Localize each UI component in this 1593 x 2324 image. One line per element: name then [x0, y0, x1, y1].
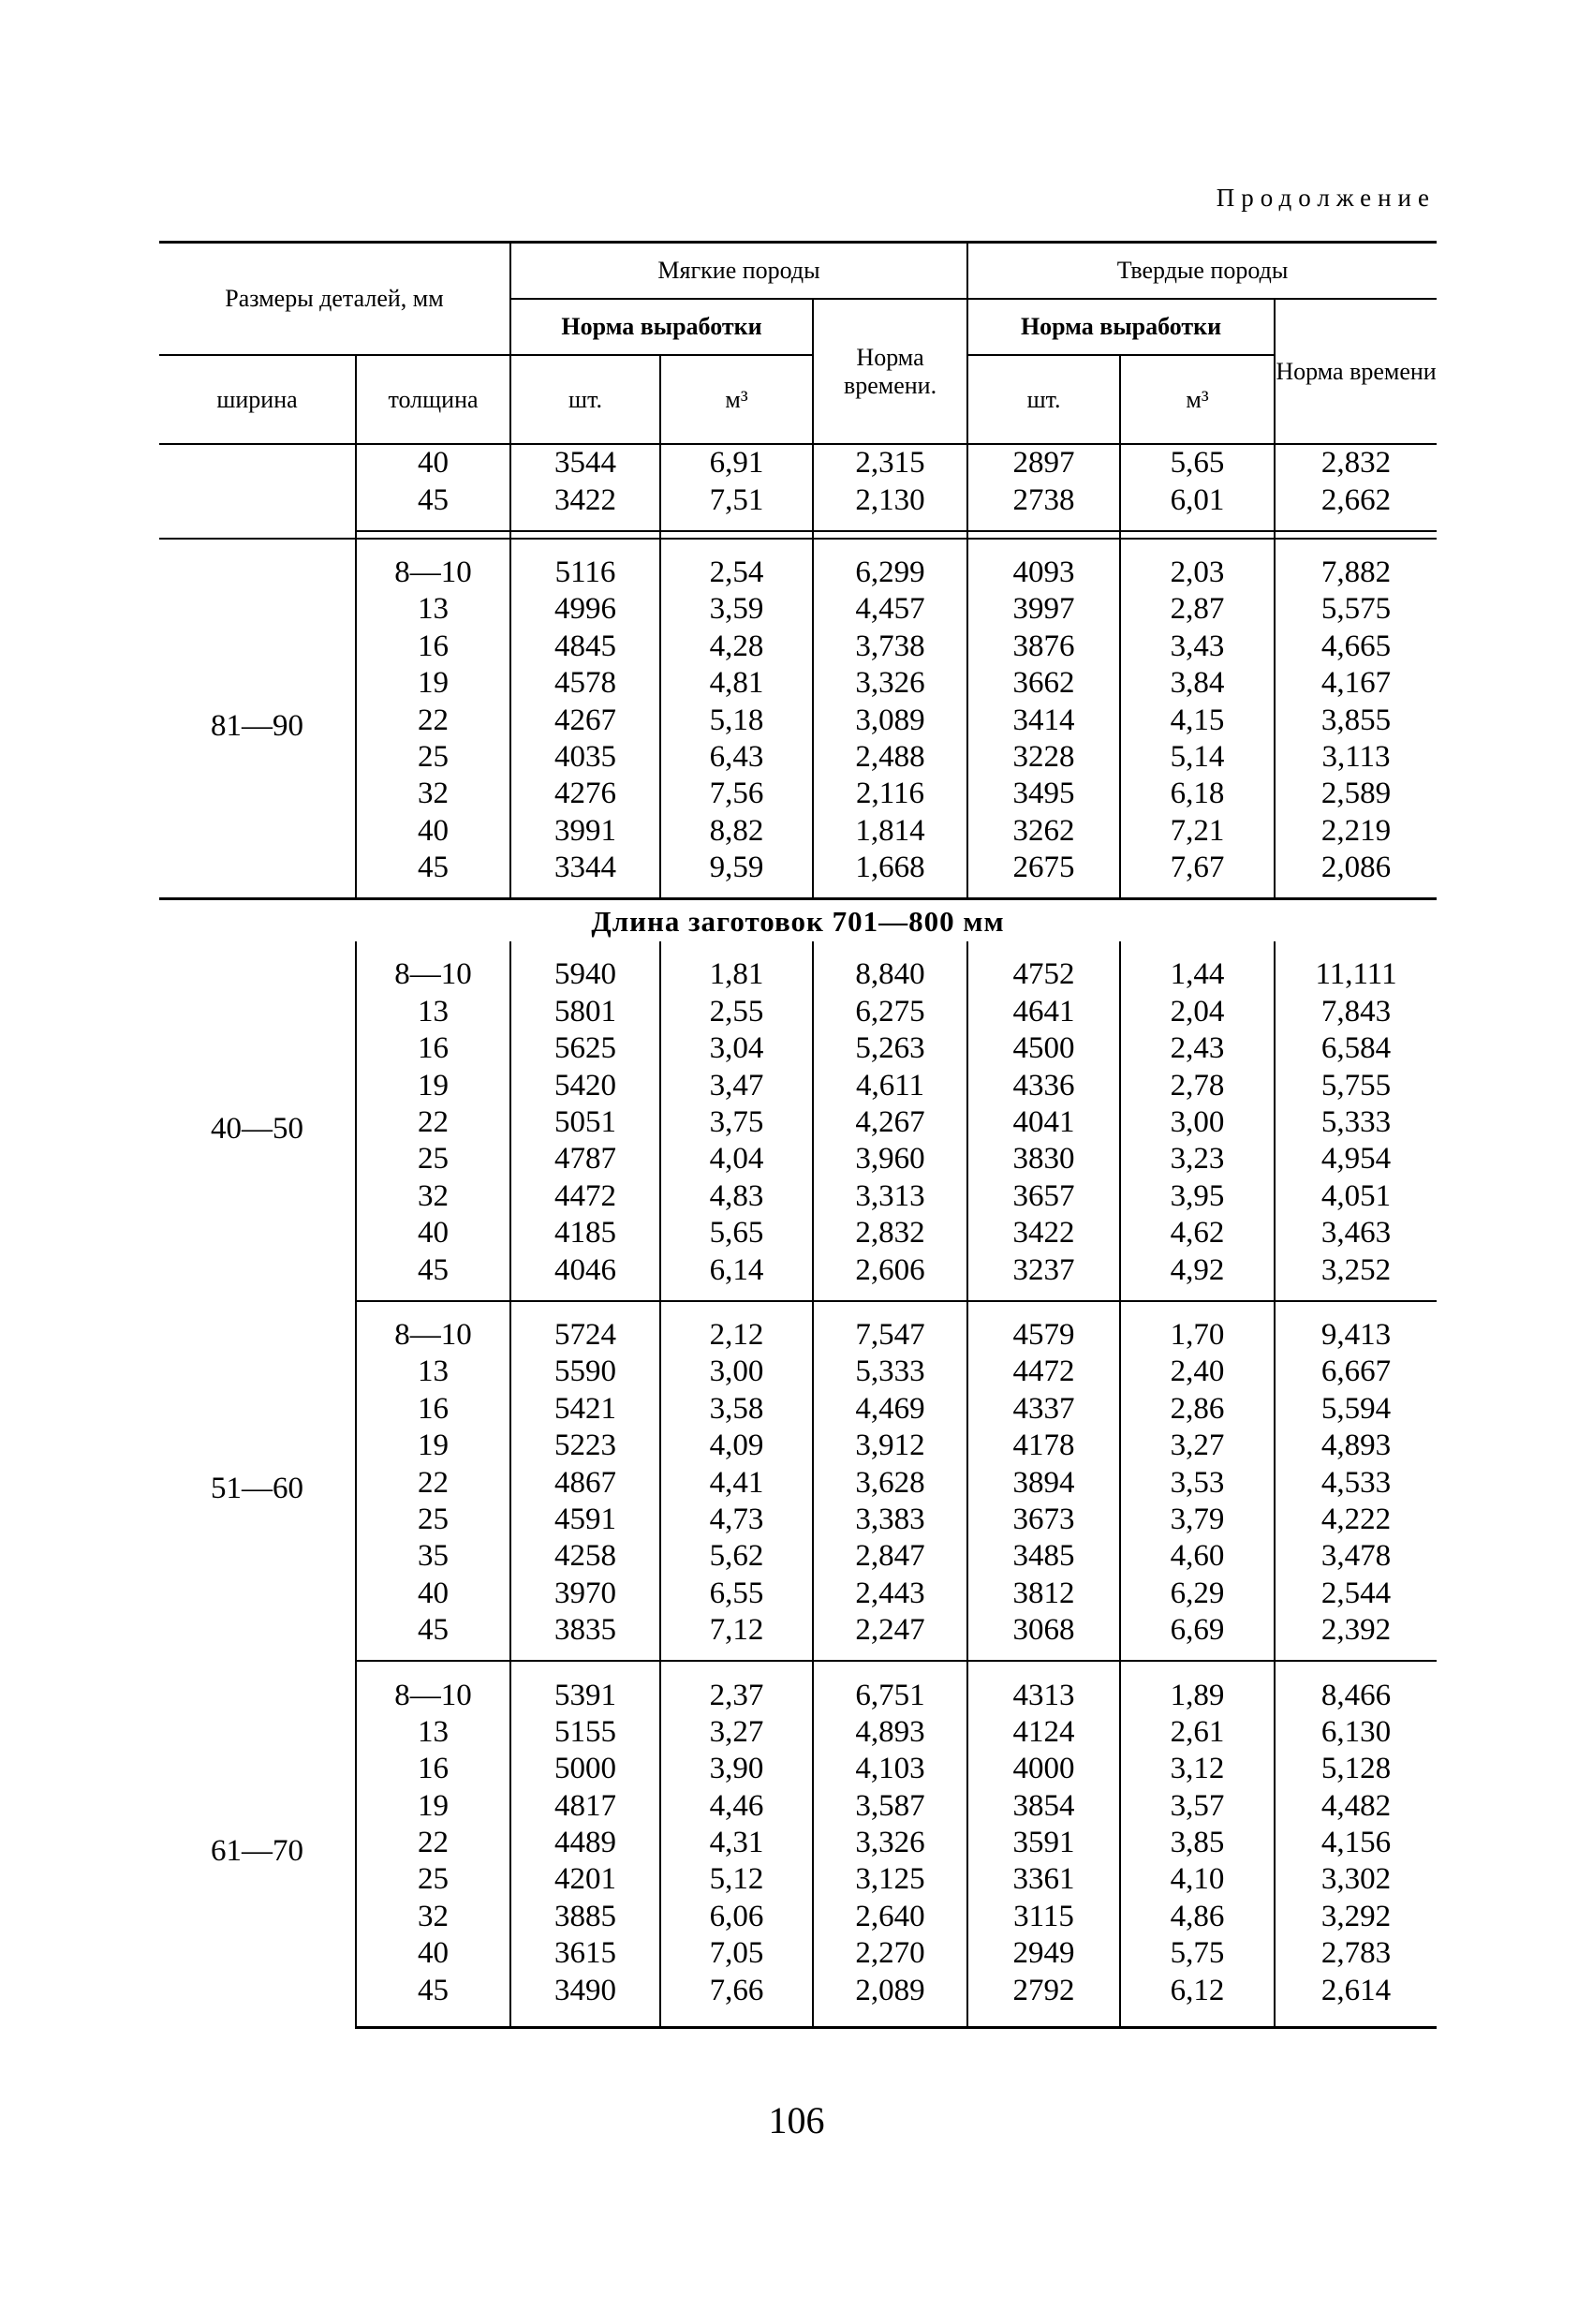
soft-time-cell: 3,326 [813, 1825, 967, 1861]
hard-time-cell: 4,665 [1275, 629, 1437, 665]
hard-time-cell: 2,392 [1275, 1612, 1437, 1661]
soft-m3-cell: 5,62 [660, 1538, 813, 1575]
hard-pcs-cell: 4336 [967, 1067, 1120, 1103]
hard-pcs-cell: 2949 [967, 1935, 1120, 1972]
hard-pcs-cell: 4752 [967, 941, 1120, 993]
width-cell: 51—60 [211, 1471, 303, 1505]
soft-time-cell: 2,640 [813, 1899, 967, 1935]
hard-m3-cell: 4,10 [1120, 1861, 1275, 1898]
soft-m3-cell: 4,83 [660, 1178, 813, 1215]
hard-time-cell: 4,222 [1275, 1502, 1437, 1538]
soft-time-cell: 3,960 [813, 1141, 967, 1177]
soft-pcs-cell: 4845 [510, 629, 660, 665]
hard-m3-cell: 4,62 [1120, 1215, 1275, 1251]
soft-time-cell: 3,587 [813, 1788, 967, 1825]
soft-m3-cell: 2,55 [660, 994, 813, 1030]
thickness-cell: 45 [356, 1612, 510, 1661]
soft-m3-cell: 6,06 [660, 1899, 813, 1935]
soft-time-cell: 4,611 [813, 1067, 967, 1103]
width-cell [159, 444, 356, 531]
hard-time-cell: 4,167 [1275, 665, 1437, 702]
thickness-cell: 13 [356, 1354, 510, 1390]
hard-time-cell: 2,783 [1275, 1935, 1437, 1972]
thickness-cell: 19 [356, 1428, 510, 1464]
table-header [159, 243, 1437, 445]
soft-time-cell: 3,628 [813, 1464, 967, 1501]
soft-time-cell: 4,469 [813, 1391, 967, 1428]
soft-m3-cell: 2,37 [660, 1661, 813, 1713]
soft-m3-cell: 4,46 [660, 1788, 813, 1825]
hard-m3-cell: 3,57 [1120, 1788, 1275, 1825]
thickness-cell: 40 [356, 1935, 510, 1972]
hard-pcs-cell: 3228 [967, 739, 1120, 776]
production-norms-table [159, 241, 1437, 2029]
hard-time-cell: 3,302 [1275, 1861, 1437, 1898]
soft-pcs-cell: 5223 [510, 1428, 660, 1464]
soft-m3-cell: 3,04 [660, 1030, 813, 1067]
header-hard-time-norm: Норма времени [1275, 299, 1437, 444]
hard-pcs-cell: 3591 [967, 1825, 1120, 1861]
hard-pcs-cell: 3422 [967, 1215, 1120, 1251]
soft-time-cell: 3,089 [813, 702, 967, 738]
hard-m3-cell: 2,86 [1120, 1391, 1275, 1428]
hard-m3-cell: 7,67 [1120, 850, 1275, 899]
hard-time-cell: 6,130 [1275, 1714, 1437, 1751]
soft-time-cell: 2,089 [813, 1972, 967, 2027]
hard-time-cell: 4,051 [1275, 1178, 1437, 1215]
hard-time-cell: 3,252 [1275, 1251, 1437, 1300]
soft-pcs-cell: 5940 [510, 941, 660, 993]
hard-m3-cell: 2,61 [1120, 1714, 1275, 1751]
hard-time-cell: 3,292 [1275, 1899, 1437, 1935]
header-hard-pcs: шт. [967, 355, 1120, 444]
soft-pcs-cell: 5590 [510, 1354, 660, 1390]
thickness-cell: 19 [356, 1788, 510, 1825]
header-dimensions: Размеры деталей, мм [159, 243, 510, 356]
table-body [159, 444, 1437, 2027]
hard-time-cell: 4,954 [1275, 1141, 1437, 1177]
soft-time-cell: 4,893 [813, 1714, 967, 1751]
soft-m3-cell: 9,59 [660, 850, 813, 899]
thickness-cell: 25 [356, 1861, 510, 1898]
thickness-cell: 32 [356, 1899, 510, 1935]
soft-pcs-cell: 5625 [510, 1030, 660, 1067]
soft-m3-cell: 5,12 [660, 1861, 813, 1898]
hard-pcs-cell: 2897 [967, 444, 1120, 481]
section-title: Длина заготовок 701—800 мм [159, 899, 1437, 942]
soft-pcs-cell: 4185 [510, 1215, 660, 1251]
thickness-cell: 22 [356, 1825, 510, 1861]
soft-time-cell: 8,840 [813, 941, 967, 993]
soft-pcs-cell: 5051 [510, 1104, 660, 1141]
thickness-cell: 22 [356, 1464, 510, 1501]
hard-pcs-cell: 2738 [967, 481, 1120, 530]
hard-pcs-cell: 4579 [967, 1301, 1120, 1354]
hard-m3-cell: 4,15 [1120, 702, 1275, 738]
hard-time-cell: 3,113 [1275, 739, 1437, 776]
hard-m3-cell: 3,43 [1120, 629, 1275, 665]
hard-m3-cell: 1,89 [1120, 1661, 1275, 1713]
soft-pcs-cell: 4046 [510, 1251, 660, 1300]
soft-pcs-cell: 4996 [510, 591, 660, 628]
soft-time-cell: 3,326 [813, 665, 967, 702]
header-hard-m3: м³ [1120, 355, 1275, 444]
hard-m3-cell: 4,86 [1120, 1899, 1275, 1935]
hard-m3-cell: 6,01 [1120, 481, 1275, 530]
hard-time-cell: 5,575 [1275, 591, 1437, 628]
hard-pcs-cell: 4124 [967, 1714, 1120, 1751]
soft-pcs-cell: 4787 [510, 1141, 660, 1177]
soft-pcs-cell: 5000 [510, 1751, 660, 1787]
hard-time-cell: 2,544 [1275, 1576, 1437, 1612]
soft-m3-cell: 3,27 [660, 1714, 813, 1751]
thickness-cell: 25 [356, 739, 510, 776]
thickness-cell: 8—10 [356, 1301, 510, 1354]
soft-time-cell: 2,130 [813, 481, 967, 530]
hard-m3-cell: 6,69 [1120, 1612, 1275, 1661]
soft-pcs-cell: 4578 [510, 665, 660, 702]
soft-time-cell: 6,275 [813, 994, 967, 1030]
hard-pcs-cell: 4041 [967, 1104, 1120, 1141]
soft-m3-cell: 2,12 [660, 1301, 813, 1354]
table-row [159, 1661, 1437, 1713]
hard-time-cell: 2,832 [1275, 444, 1437, 481]
thickness-cell: 40 [356, 813, 510, 850]
hard-pcs-cell: 4313 [967, 1661, 1120, 1713]
thickness-cell: 8—10 [356, 941, 510, 993]
hard-pcs-cell: 4472 [967, 1354, 1120, 1390]
hard-m3-cell: 2,40 [1120, 1354, 1275, 1390]
hard-time-cell: 11,111 [1275, 941, 1437, 993]
soft-time-cell: 2,847 [813, 1538, 967, 1575]
soft-m3-cell: 7,12 [660, 1612, 813, 1661]
hard-m3-cell: 2,04 [1120, 994, 1275, 1030]
soft-pcs-cell: 3970 [510, 1576, 660, 1612]
hard-pcs-cell: 4178 [967, 1428, 1120, 1464]
thickness-cell: 45 [356, 850, 510, 899]
thickness-cell: 40 [356, 1215, 510, 1251]
soft-m3-cell: 6,55 [660, 1576, 813, 1612]
hard-m3-cell: 6,29 [1120, 1576, 1275, 1612]
thickness-cell: 16 [356, 1751, 510, 1787]
soft-time-cell: 3,125 [813, 1861, 967, 1898]
header-thickness: толщина [356, 355, 510, 444]
hard-time-cell: 5,333 [1275, 1104, 1437, 1141]
hard-m3-cell: 3,12 [1120, 1751, 1275, 1787]
soft-pcs-cell: 3344 [510, 850, 660, 899]
hard-time-cell: 3,478 [1275, 1538, 1437, 1575]
hard-m3-cell: 3,95 [1120, 1178, 1275, 1215]
hard-pcs-cell: 3830 [967, 1141, 1120, 1177]
soft-time-cell: 3,383 [813, 1502, 967, 1538]
hard-pcs-cell: 3414 [967, 702, 1120, 738]
soft-pcs-cell: 4817 [510, 1788, 660, 1825]
header-width: ширина [159, 355, 356, 444]
group-divider [159, 531, 1437, 539]
table-row [159, 1301, 1437, 1354]
soft-m3-cell: 6,14 [660, 1251, 813, 1300]
hard-time-cell: 6,667 [1275, 1354, 1437, 1390]
soft-m3-cell: 3,00 [660, 1354, 813, 1390]
hard-time-cell: 7,882 [1275, 539, 1437, 591]
soft-m3-cell: 3,59 [660, 591, 813, 628]
soft-pcs-cell: 4258 [510, 1538, 660, 1575]
soft-m3-cell: 3,58 [660, 1391, 813, 1428]
hard-time-cell: 4,533 [1275, 1464, 1437, 1501]
soft-m3-cell: 4,28 [660, 629, 813, 665]
soft-time-cell: 2,270 [813, 1935, 967, 1972]
soft-m3-cell: 4,81 [660, 665, 813, 702]
soft-pcs-cell: 4035 [510, 739, 660, 776]
hard-time-cell: 9,413 [1275, 1301, 1437, 1354]
soft-time-cell: 1,668 [813, 850, 967, 899]
width-cell: 40—50 [211, 1111, 303, 1146]
hard-pcs-cell: 3361 [967, 1861, 1120, 1898]
hard-time-cell: 7,843 [1275, 994, 1437, 1030]
hard-m3-cell: 6,18 [1120, 776, 1275, 812]
hard-m3-cell: 5,75 [1120, 1935, 1275, 1972]
thickness-cell: 45 [356, 1972, 510, 2027]
hard-pcs-cell: 2792 [967, 1972, 1120, 2027]
hard-pcs-cell: 3876 [967, 629, 1120, 665]
soft-time-cell: 5,263 [813, 1030, 967, 1067]
soft-m3-cell: 5,18 [660, 702, 813, 738]
page-number: 106 [768, 2099, 825, 2141]
header-hard-wood: Твердые породы [967, 243, 1437, 300]
soft-time-cell: 2,315 [813, 444, 967, 481]
hard-m3-cell: 2,78 [1120, 1067, 1275, 1103]
hard-time-cell: 2,662 [1275, 481, 1437, 530]
hard-pcs-cell: 3673 [967, 1502, 1120, 1538]
soft-time-cell: 5,333 [813, 1354, 967, 1390]
soft-time-cell: 2,832 [813, 1215, 967, 1251]
table-row [159, 539, 1437, 591]
soft-m3-cell: 4,04 [660, 1141, 813, 1177]
continuation-label: Продолжение [1216, 184, 1436, 212]
hard-m3-cell: 5,65 [1120, 444, 1275, 481]
soft-pcs-cell: 4201 [510, 1861, 660, 1898]
table-row [159, 941, 1437, 993]
soft-pcs-cell: 3885 [510, 1899, 660, 1935]
thickness-cell: 8—10 [356, 1661, 510, 1713]
hard-pcs-cell: 3115 [967, 1899, 1120, 1935]
hard-pcs-cell: 3894 [967, 1464, 1120, 1501]
thickness-cell: 32 [356, 1178, 510, 1215]
soft-pcs-cell: 5724 [510, 1301, 660, 1354]
hard-m3-cell: 1,70 [1120, 1301, 1275, 1354]
soft-m3-cell: 6,43 [660, 739, 813, 776]
soft-pcs-cell: 5116 [510, 539, 660, 591]
hard-m3-cell: 4,92 [1120, 1251, 1275, 1300]
thickness-cell: 25 [356, 1502, 510, 1538]
soft-time-cell: 3,313 [813, 1178, 967, 1215]
soft-m3-cell: 4,31 [660, 1825, 813, 1861]
hard-m3-cell: 1,44 [1120, 941, 1275, 993]
hard-pcs-cell: 2675 [967, 850, 1120, 899]
hard-time-cell: 3,855 [1275, 702, 1437, 738]
soft-pcs-cell: 3544 [510, 444, 660, 481]
soft-time-cell: 2,247 [813, 1612, 967, 1661]
soft-m3-cell: 7,66 [660, 1972, 813, 2027]
hard-pcs-cell: 3812 [967, 1576, 1120, 1612]
soft-time-cell: 6,751 [813, 1661, 967, 1713]
thickness-cell: 16 [356, 629, 510, 665]
hard-time-cell: 2,086 [1275, 850, 1437, 899]
soft-m3-cell: 6,91 [660, 444, 813, 481]
hard-pcs-cell: 3262 [967, 813, 1120, 850]
hard-time-cell: 5,594 [1275, 1391, 1437, 1428]
soft-m3-cell: 2,54 [660, 539, 813, 591]
hard-pcs-cell: 4000 [967, 1751, 1120, 1787]
hard-time-cell: 2,614 [1275, 1972, 1437, 2027]
hard-pcs-cell: 3068 [967, 1612, 1120, 1661]
soft-m3-cell: 3,75 [660, 1104, 813, 1141]
hard-m3-cell: 4,60 [1120, 1538, 1275, 1575]
soft-time-cell: 7,547 [813, 1301, 967, 1354]
hard-m3-cell: 3,84 [1120, 665, 1275, 702]
hard-m3-cell: 5,14 [1120, 739, 1275, 776]
soft-time-cell: 1,814 [813, 813, 967, 850]
thickness-cell: 45 [356, 481, 510, 530]
hard-time-cell: 6,584 [1275, 1030, 1437, 1067]
soft-m3-cell: 3,90 [660, 1751, 813, 1787]
hard-time-cell: 4,893 [1275, 1428, 1437, 1464]
hard-pcs-cell: 4093 [967, 539, 1120, 591]
hard-time-cell: 5,128 [1275, 1751, 1437, 1787]
soft-pcs-cell: 5391 [510, 1661, 660, 1713]
hard-m3-cell: 6,12 [1120, 1972, 1275, 2027]
hard-m3-cell: 3,85 [1120, 1825, 1275, 1861]
soft-m3-cell: 5,65 [660, 1215, 813, 1251]
thickness-cell: 13 [356, 994, 510, 1030]
soft-m3-cell: 7,51 [660, 481, 813, 530]
soft-m3-cell: 7,05 [660, 1935, 813, 1972]
hard-m3-cell: 7,21 [1120, 813, 1275, 850]
header-soft-output-norm: Норма выработки [510, 299, 813, 355]
soft-pcs-cell: 4267 [510, 702, 660, 738]
thickness-cell: 13 [356, 1714, 510, 1751]
soft-m3-cell: 7,56 [660, 776, 813, 812]
table-row [159, 444, 1437, 481]
thickness-cell: 25 [356, 1141, 510, 1177]
soft-pcs-cell: 3422 [510, 481, 660, 530]
hard-time-cell: 8,466 [1275, 1661, 1437, 1713]
hard-pcs-cell: 3662 [967, 665, 1120, 702]
hard-m3-cell: 2,43 [1120, 1030, 1275, 1067]
header-soft-time-norm: Норма времени. [813, 299, 967, 444]
width-cell: 61—70 [211, 1834, 303, 1869]
soft-pcs-cell: 3835 [510, 1612, 660, 1661]
thickness-cell: 22 [356, 1104, 510, 1141]
hard-pcs-cell: 3657 [967, 1178, 1120, 1215]
thickness-cell: 32 [356, 776, 510, 812]
soft-m3-cell: 4,73 [660, 1502, 813, 1538]
soft-time-cell: 3,738 [813, 629, 967, 665]
soft-time-cell: 2,488 [813, 739, 967, 776]
soft-m3-cell: 3,47 [660, 1067, 813, 1103]
thickness-cell: 19 [356, 665, 510, 702]
thickness-cell: 19 [356, 1067, 510, 1103]
soft-pcs-cell: 5155 [510, 1714, 660, 1751]
soft-pcs-cell: 4489 [510, 1825, 660, 1861]
section-title-row [159, 899, 1437, 942]
hard-pcs-cell: 4500 [967, 1030, 1120, 1067]
soft-time-cell: 4,103 [813, 1751, 967, 1787]
hard-time-cell: 4,482 [1275, 1788, 1437, 1825]
header-hard-output-norm: Норма выработки [967, 299, 1275, 355]
hard-time-cell: 3,463 [1275, 1215, 1437, 1251]
hard-time-cell: 4,156 [1275, 1825, 1437, 1861]
header-soft-pcs: шт. [510, 355, 660, 444]
thickness-cell: 8—10 [356, 539, 510, 591]
soft-time-cell: 3,912 [813, 1428, 967, 1464]
hard-pcs-cell: 4641 [967, 994, 1120, 1030]
soft-pcs-cell: 4867 [510, 1464, 660, 1501]
soft-pcs-cell: 5801 [510, 994, 660, 1030]
soft-pcs-cell: 5421 [510, 1391, 660, 1428]
hard-pcs-cell: 4337 [967, 1391, 1120, 1428]
thickness-cell: 16 [356, 1030, 510, 1067]
soft-m3-cell: 4,41 [660, 1464, 813, 1501]
hard-time-cell: 5,755 [1275, 1067, 1437, 1103]
thickness-cell: 16 [356, 1391, 510, 1428]
soft-pcs-cell: 3615 [510, 1935, 660, 1972]
soft-time-cell: 4,267 [813, 1104, 967, 1141]
soft-pcs-cell: 4591 [510, 1502, 660, 1538]
hard-m3-cell: 3,27 [1120, 1428, 1275, 1464]
hard-pcs-cell: 3237 [967, 1251, 1120, 1300]
header-soft-wood: Мягкие породы [510, 243, 967, 300]
hard-pcs-cell: 3854 [967, 1788, 1120, 1825]
hard-time-cell: 2,219 [1275, 813, 1437, 850]
thickness-cell: 40 [356, 444, 510, 481]
soft-time-cell: 2,606 [813, 1251, 967, 1300]
soft-time-cell: 2,116 [813, 776, 967, 812]
hard-pcs-cell: 3997 [967, 591, 1120, 628]
soft-m3-cell: 8,82 [660, 813, 813, 850]
soft-pcs-cell: 5420 [510, 1067, 660, 1103]
soft-pcs-cell: 4472 [510, 1178, 660, 1215]
soft-time-cell: 6,299 [813, 539, 967, 591]
width-cell: 81—90 [211, 708, 303, 743]
hard-m3-cell: 2,87 [1120, 591, 1275, 628]
soft-pcs-cell: 3991 [510, 813, 660, 850]
thickness-cell: 13 [356, 591, 510, 628]
thickness-cell: 45 [356, 1251, 510, 1300]
hard-m3-cell: 3,00 [1120, 1104, 1275, 1141]
header-soft-m3: м³ [660, 355, 813, 444]
hard-pcs-cell: 3495 [967, 776, 1120, 812]
hard-m3-cell: 3,53 [1120, 1464, 1275, 1501]
hard-m3-cell: 3,23 [1120, 1141, 1275, 1177]
thickness-cell: 35 [356, 1538, 510, 1575]
soft-m3-cell: 1,81 [660, 941, 813, 993]
hard-pcs-cell: 3485 [967, 1538, 1120, 1575]
soft-time-cell: 4,457 [813, 591, 967, 628]
hard-time-cell: 2,589 [1275, 776, 1437, 812]
soft-pcs-cell: 4276 [510, 776, 660, 812]
thickness-cell: 40 [356, 1576, 510, 1612]
hard-m3-cell: 3,79 [1120, 1502, 1275, 1538]
thickness-cell: 22 [356, 702, 510, 738]
soft-pcs-cell: 3490 [510, 1972, 660, 2027]
soft-time-cell: 2,443 [813, 1576, 967, 1612]
soft-m3-cell: 4,09 [660, 1428, 813, 1464]
hard-m3-cell: 2,03 [1120, 539, 1275, 591]
